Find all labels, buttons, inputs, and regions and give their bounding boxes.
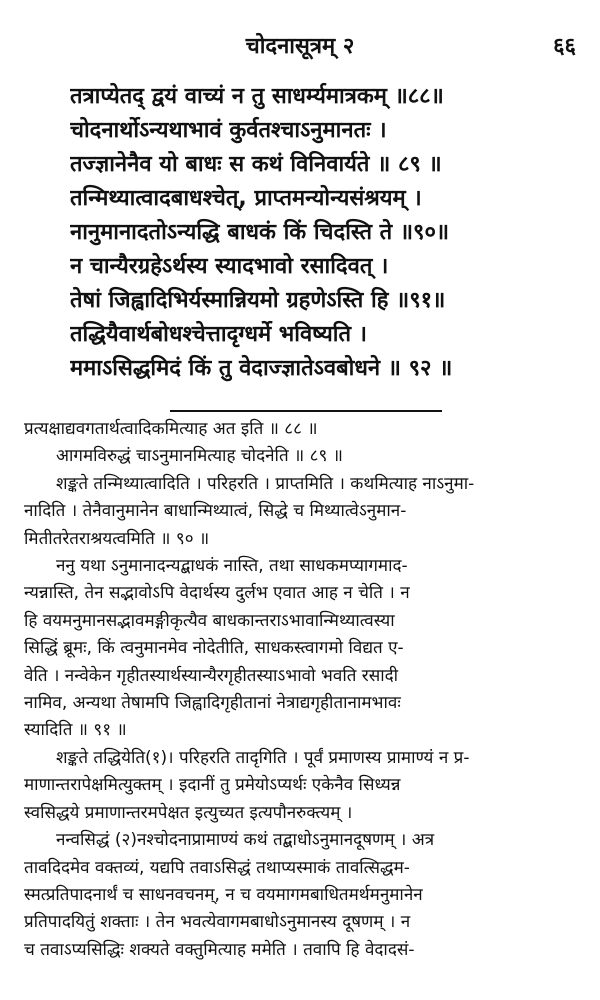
commentary-line: प्रत्यक्षाद्यवगतार्थत्वादिकमित्याह अत इति ॥ ८८ ॥ — [24, 419, 318, 439]
verse-line: तत्राप्येतद् द्वयं वाच्यं न तु साधर्म्यमात्रकम् ॥८८॥ — [70, 84, 444, 109]
separator-rule — [170, 410, 442, 412]
commentary-block — [24, 416, 580, 964]
verse-line: तेषां जिह्वादिभिर्यस्मान्नियमो ग्रहणेऽस्ति हि ॥९१॥ — [70, 288, 446, 313]
verse-line: तन्मिथ्यात्वादबाधश्चेत्, प्राप्तमन्योन्यसंश्रयम् । — [70, 186, 422, 211]
verse-line: तज्ज्ञानेनैव यो बाधः स कथं विनिवार्यते ॥ ८९ ॥ — [70, 152, 442, 177]
commentary-line: शङ्कते तद्धियेति(१)। परिहरति तादृगिति । पूर्वं प्रमाणस्य प्रामाण्यं न प्र- — [56, 747, 470, 768]
commentary-line: च तवाऽप्यसिद्धिः शक्यते वक्तुमित्याह ममेति । तवापि हि वेदादसं- — [24, 939, 415, 960]
commentary-line: हि वयमनुमानसद्भावमङ्गीकृत्यैव बाधकान्तराऽभावान्मिथ्यात्वस्या — [24, 610, 395, 631]
commentary-paragraph — [24, 471, 580, 553]
commentary-line: वेति । नन्वेकेन गृहीतस्यार्थस्यान्यैरगृहीतस्याऽभावो भवति रसादी — [24, 665, 399, 686]
commentary-line: नामिव, अन्यथा तेषामपि जिह्वादिगृहीतानां नेत्राद्यगृहीतानामभावः — [24, 693, 401, 714]
verse-line: चोदनार्थोऽन्यथाभावं कुर्वतश्चाऽनुमानतः । — [70, 118, 387, 143]
page-number: ६६ — [553, 34, 576, 59]
commentary-line: स्यादिति ॥ ९१ ॥ — [24, 720, 127, 741]
commentary-paragraph — [24, 553, 580, 745]
verse-block — [70, 80, 580, 386]
verse-line: नानुमानादतोऽन्यद्धि बाधकं किं चिदस्ति ते ॥९०॥ — [70, 220, 450, 245]
commentary-line: प्रतिपादयितुं शक्ताः । तेन भवत्येवागमबाधोऽनुमानस्य दूषणम् । न — [24, 912, 411, 933]
page-header — [0, 24, 600, 64]
commentary-line: स्वसिद्धये प्रमाणान्तरमपेक्षत इत्युच्यत इत्यपौनरुक्त्यम् । — [24, 802, 353, 823]
commentary-paragraph — [24, 827, 580, 964]
commentary-line: आगमविरुद्धं चाऽनुमानमित्याह चोदनेति ॥ ८९ ॥ — [56, 446, 343, 467]
commentary-line: सिद्धिं ब्रूमः, किं त्वनुमानमेव नोदेतीति, साधकस्त्वागमो विद्यत ए- — [24, 638, 404, 659]
commentary-line: तावदिदमेव वक्तव्यं, यद्यपि तवाऽसिद्धं तथाप्यस्माकं तावत्सिद्धम- — [24, 857, 410, 878]
running-title: चोदनासूत्रम् २ — [245, 34, 355, 59]
commentary-paragraph — [24, 745, 580, 827]
verse-line: तद्धियैवार्थबोधश्चेत्तादृग्धर्मे भविष्यति । — [70, 322, 367, 347]
commentary-line: नादिति । तेनैवानुमानेन बाधान्मिथ्यात्वं, सिद्धे च मिथ्यात्वेऽनुमान- — [24, 501, 407, 522]
commentary-paragraph — [24, 443, 580, 470]
commentary-line: न्यन्नास्ति, तेन सद्भावोऽपि वेदार्थस्य दुर्लभ एवात आह न चेति । न — [24, 583, 410, 604]
verse-line: ममाऽसिद्धमिदं किं तु वेदाज्ज्ञातेऽवबोधने ॥ ९२ ॥ — [70, 356, 453, 381]
commentary-line: माणान्तरापेक्षमित्युक्तम् । इदानीं तु प्रमेयोऽप्यर्थः एकेनैव सिध्यन्न — [24, 775, 401, 796]
commentary-line: शङ्कते तन्मिथ्यात्वादिति । परिहरति । प्राप्तमिति । कथमित्याह नाऽनुमा- — [56, 473, 475, 494]
commentary-line: स्मत्प्रतिपादनार्थं च साधनवचनम्, न च वयमागमबाधितमर्थमनुमानेन — [24, 884, 423, 905]
commentary-paragraph — [24, 416, 580, 443]
commentary-line: नन्वसिद्धं (२)नश्चोदनाप्रामाण्यं कथं तद्बाधोऽनुमानदूषणम् । अत्र — [56, 830, 435, 851]
verse-line: न चान्यैरग्रहेऽर्थस्य स्यादभावो रसादिवत् । — [70, 254, 389, 279]
commentary-line: ननु यथा ऽनुमानादन्यद्बाधकं नास्ति, तथा साधकमप्यागमाद- — [56, 556, 408, 577]
commentary-line: मितीतरेतराश्रयत्वमिति ॥ ९० ॥ — [24, 528, 210, 549]
